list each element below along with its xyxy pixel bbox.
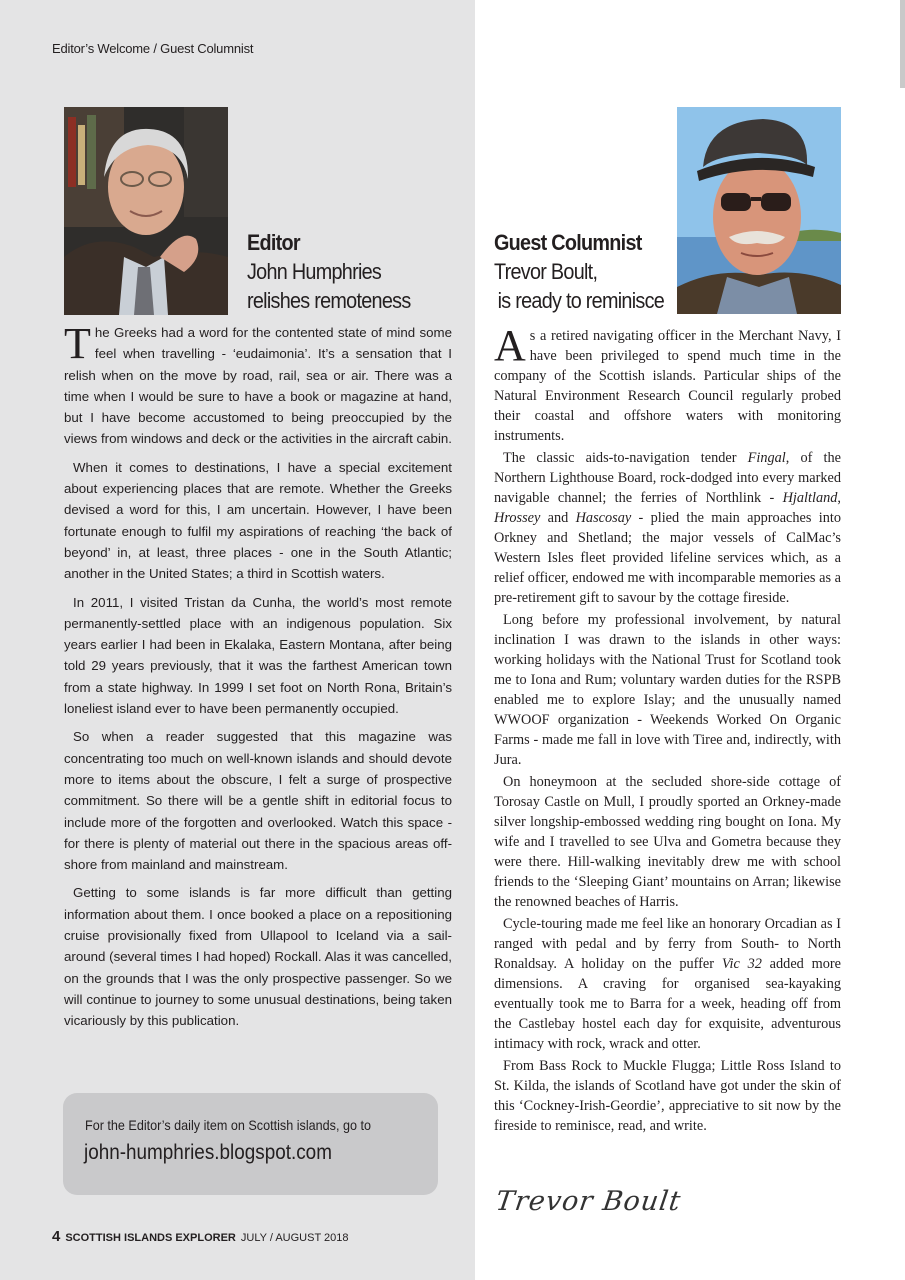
ship-name: Hascosay [575, 510, 632, 526]
guest-paragraph: As a retired navigating officer in the Merchant Navy, I have been privileged to spend much time in the company of the Scottish islands. Particular ships of the Natural Environment Research Council regularly probed their coastal and offshore waters with monitoring instruments. [494, 321, 841, 444]
section-label: Editor’s Welcome / Guest Columnist [52, 41, 254, 56]
page-number: 4 [52, 1228, 61, 1245]
guest-role: Guest Columnist [494, 230, 642, 255]
guest-paragraph: Long before my professional involvement, by natural inclination I was drawn to the islands in other ways: working holidays with the National Trust for Scotland took me to Iona and Rum; voluntary warden duties for the RSPB enabled me to explore Islay; and the unusually named WWOOF organization - Weekends Worked On Organic Farms - made me fall in love with Tiree and, indirectly, with Jura. [494, 612, 841, 768]
editor-dropcap: T [64, 319, 91, 368]
guest-paragraph: Cycle-touring made me feel like an honorary Orcadian as I ranged with pedal and by ferry from South- to North Ronaldsay. A holiday on the puffer Vic 32 added more dimensions. A craving for organised sea-kayaking eventually took me to Barra for a week, heading off from the Castlebay hostel each day for exquisite, adventurous intimacy with rock, wrack and otter. [494, 916, 841, 1052]
page-edge-strip [900, 0, 905, 88]
guest-signature: Trevor Boult [493, 1186, 684, 1217]
blog-info-text: For the Editor’s daily item on Scottish islands, go to [85, 1117, 371, 1133]
guest-paragraph: The classic aids-to-navigation tender Fingal, of the Northern Lighthouse Board, rock-dodged into every marked navigable channel; the ferries of Northlink - Hjaltland, Hrossey and Hascosay - plied the main approaches into Orkney and Shetland; the major vessels of CalMac’s Western Isles fleet provided lifeline services which, as a relief officer, endowed me with incomparable memories as a pre-retirement gift to savour by the cottage fireside. [494, 450, 841, 606]
guest-paragraph: On honeymoon at the secluded shore-side cottage of Torosay Castle on Mull, I proudly sported an Orkney-made silver longship-embossed wedding ring bought on Iona. My wife and I travelled to see Ulva and Gometra because they were there. Hill-walking inevitably drew me with school friends to the ‘Sleeping Giant’ mountains on Arran; likewise the renowned beaches of Harris. [494, 774, 841, 910]
boat-name: Vic 32 [721, 956, 762, 972]
ship-name: Fingal [747, 450, 786, 466]
editor-paragraph: So when a reader suggested that this magazine was concentrating too much on well-known islands and should devote more to items about the obscure, I felt a surge of prospective commitment. So there will be a gentle shift in editorial focus to include more of the forgotten and overlooked. Watch this space - for there is plenty of material out there in the spacious areas off-shore from mainland and mainstream. [64, 729, 452, 873]
guest-paragraph: From Bass Rock to Muckle Flugga; Little Ross Island to St. Kilda, the islands of Scotland have got under the skin of this ‘Cockney-Irish-Geordie’, appreciative to sit now by the fireside to reminisce, read, and write. [494, 1058, 841, 1134]
guest-tagline: is ready to reminisce [497, 288, 665, 313]
ship-name: Hrossey [494, 510, 541, 526]
guest-columnist-photo [677, 107, 841, 314]
editor-article [64, 319, 452, 1039]
editor-paragraph: The Greeks had a word for the contented state of mind some feel when travelling - ‘eudaimonia’. It’s a sensation that I relish when on the move by road, rail, sea or air. There was a time when I would be sure to have a book or magazine at hand, but I have become accustomed to being preoccupied by the views from windows and deck or the activities in the aircraft cabin. [64, 319, 452, 447]
editor-role: Editor [247, 230, 300, 255]
blog-info-box [63, 1093, 438, 1195]
editor-paragraph: Getting to some islands is far more difficult than getting information about them. I once booked a place on a repositioning cruise provisionally fixed from Ullapool to Iceland via a sail-around (several times I had hoped) Rockall. Alas it was cancelled, on the grounds that I was the only prospective passenger. So we will continue to journey to some unusual destinations, being taken vicariously by this publication. [64, 885, 452, 1029]
blog-url-link[interactable]: john-humphries.blogspot.com [84, 1141, 332, 1164]
magazine-name: SCOTTISH ISLANDS EXPLORER [65, 1232, 236, 1244]
editor-tagline: relishes remoteness [247, 288, 411, 313]
guest-name: Trevor Boult, [494, 259, 598, 284]
guest-dropcap: A [494, 321, 526, 370]
ship-name: Hjaltland [782, 490, 838, 506]
editor-paragraph: In 2011, I visited Tristan da Cunha, the world’s most remote permanently-settled place with an indigenous population. Six years earlier I had been in Ekalaka, Eastern Montana, after being told 29 years previously, that it was the farthest American town from a state highway. In 1999 I set foot on North Rona, Britain’s loneliest island ever to have been permanently occupied. [64, 594, 452, 717]
page-footer [52, 1228, 349, 1245]
issue-date: JULY / AUGUST 2018 [240, 1232, 349, 1244]
editor-name: John Humphries [247, 259, 382, 284]
guest-article [494, 321, 841, 1138]
editor-photo [64, 107, 228, 315]
guest-heading [494, 228, 664, 315]
editor-paragraph: When it comes to destinations, I have a special excitement about experiencing places that are remote. Whether the Greeks devised a word for this, I am uncertain. However, I have been fortunate enough to fulfil my aspirations of reaching ‘the back of beyond’ in, at least, three places - one in the South Atlantic; another in the United States; a third in Scottish waters. [64, 459, 452, 582]
editor-heading [247, 228, 411, 315]
